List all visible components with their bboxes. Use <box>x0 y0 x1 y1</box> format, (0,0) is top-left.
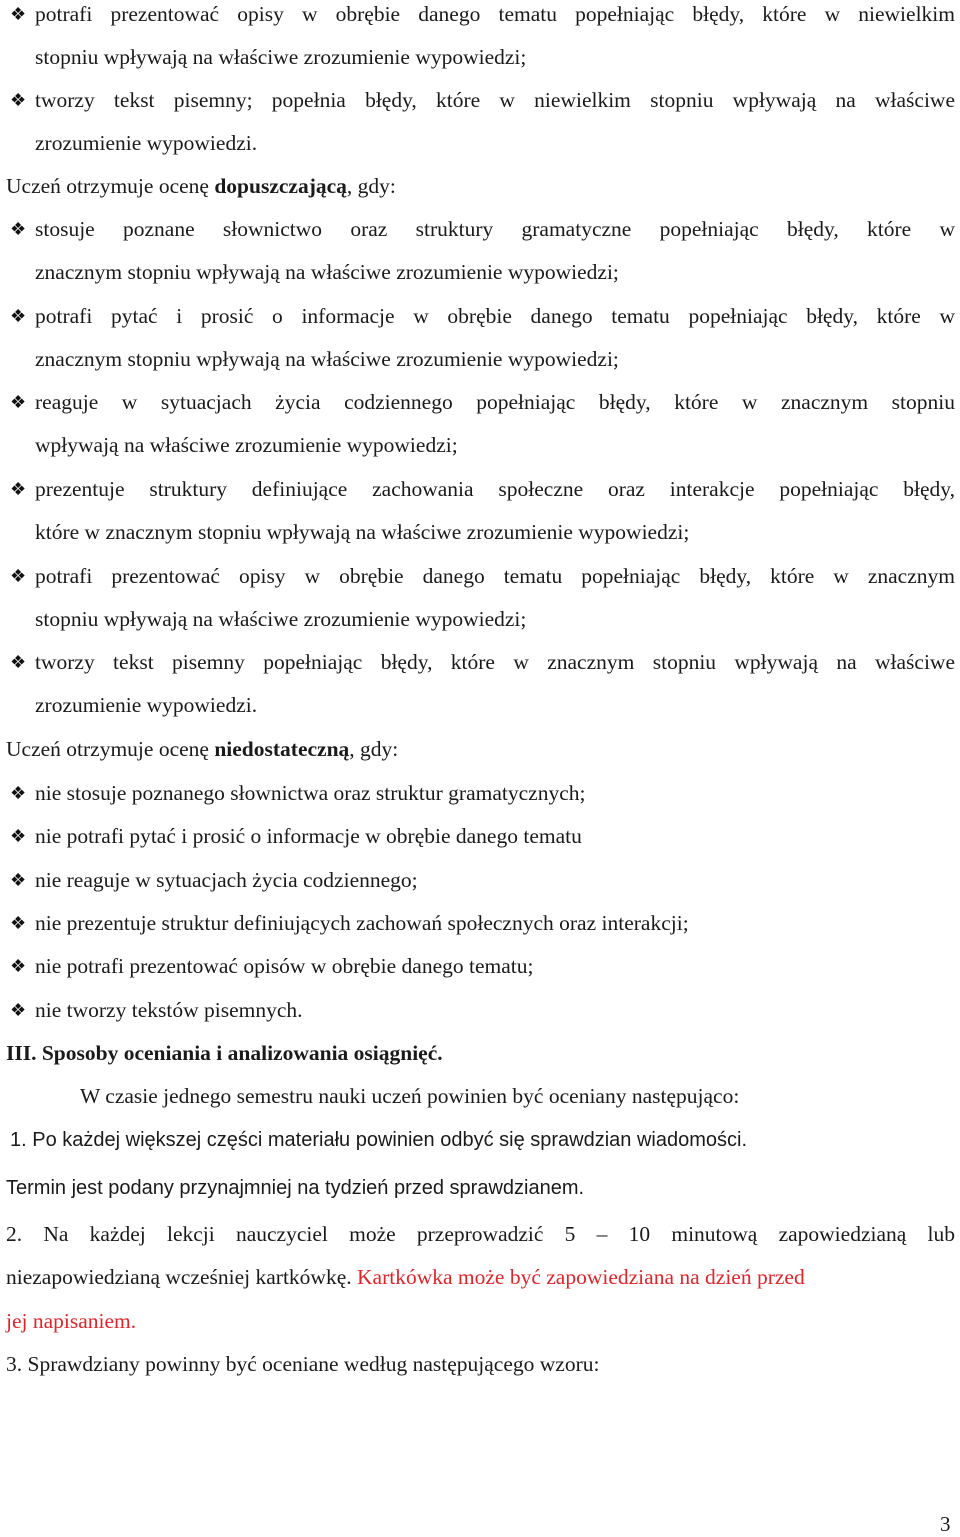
page-number: 3 <box>940 1512 951 1536</box>
list-item-text: nie potrafi prezentować opisów w obrębie danego tematu; <box>35 954 534 978</box>
bullet-icon: ❖ <box>10 566 27 586</box>
list-item-text: nie stosuje poznanego słownictwa oraz struktur gramatycznych; <box>35 781 586 805</box>
list-item-text: prezentuje struktury definiujące zachowania społeczne oraz interakcje popełniając błędy, <box>35 477 955 501</box>
grade-heading-niedostateczna: Uczeń otrzymuje ocenę niedostateczną, gdy: <box>6 737 399 761</box>
list-item-text: potrafi prezentować opisy w obrębie danego tematu popełniając błędy, które w znacznym <box>35 564 955 588</box>
bullet-icon: ❖ <box>10 1000 27 1020</box>
list-item-text-cont: znacznym stopniu wpływają na właściwe zrozumienie wypowiedzi; <box>35 347 619 371</box>
list-item-text-cont: stopniu wpływają na właściwe zrozumienie wypowiedzi; <box>35 45 527 69</box>
list-item-text: nie potrafi pytać i prosić o informacje w obrębie danego tematu <box>35 824 582 848</box>
bullet-icon: ❖ <box>10 306 27 326</box>
bullet-icon: ❖ <box>10 870 27 890</box>
bullet-icon: ❖ <box>10 783 27 803</box>
list-item-text-cont: wpływają na właściwe zrozumienie wypowiedzi; <box>35 433 458 457</box>
bullet-icon: ❖ <box>10 219 27 239</box>
bullet-icon: ❖ <box>10 90 27 110</box>
bullet-icon: ❖ <box>10 826 27 846</box>
rule-1-cont: Termin jest podany przynajmniej na tydzień przed sprawdzianem. <box>6 1177 585 1199</box>
bullet-icon: ❖ <box>10 392 27 412</box>
list-item-text: reaguje w sytuacjach życia codziennego popełniając błędy, które w znacznym stopniu <box>35 390 955 414</box>
list-item-text: potrafi prezentować opisy w obrębie danego tematu popełniając błędy, które w niewielkim <box>35 2 955 26</box>
bullet-icon: ❖ <box>10 652 27 672</box>
highlight-text-cont: jej napisaniem. <box>6 1309 137 1333</box>
grade-name: niedostateczną <box>214 737 350 761</box>
grade-name: dopuszczającą <box>214 174 347 198</box>
list-item-text-cont: znacznym stopniu wpływają na właściwe zrozumienie wypowiedzi; <box>35 260 619 284</box>
rule-1: 1. Po każdej większej części materiału powinien odbyć się sprawdzian wiadomości. <box>10 1129 748 1151</box>
list-item-text-cont: stopniu wpływają na właściwe zrozumienie wypowiedzi; <box>35 607 527 631</box>
bullet-icon: ❖ <box>10 913 27 933</box>
section-intro: W czasie jednego semestru nauki uczeń powinien być oceniany następująco: <box>80 1084 740 1108</box>
list-item-text: nie tworzy tekstów pisemnych. <box>35 998 303 1022</box>
list-item-text: potrafi pytać i prosić o informacje w obrębie danego tematu popełniając błędy, które w <box>35 304 955 328</box>
list-item-text: tworzy tekst pisemny popełniając błędy, które w znacznym stopniu wpływają na właściwe <box>35 650 955 674</box>
highlight-text: Kartkówka może być zapowiedziana na dzień przed <box>357 1265 805 1289</box>
bullet-icon: ❖ <box>10 956 27 976</box>
bullet-icon: ❖ <box>10 4 27 24</box>
grade-heading-dopuszczajaca: Uczeń otrzymuje ocenę dopuszczającą, gdy: <box>6 174 396 198</box>
section-title: III. Sposoby oceniania i analizowania osiągnięć. <box>6 1041 443 1065</box>
bullet-icon: ❖ <box>10 479 27 499</box>
list-item-text: stosuje poznane słownictwo oraz struktury gramatyczne popełniając błędy, które w <box>35 217 955 241</box>
list-item-text-cont: zrozumienie wypowiedzi. <box>35 131 258 155</box>
list-item-text: tworzy tekst pisemny; popełnia błędy, które w niewielkim stopniu wpływają na właściwe <box>35 88 955 112</box>
rule-2-cont: niezapowiedzianą wcześniej kartkówkę. Kartkówka może być zapowiedziana na dzień przed <box>6 1265 805 1289</box>
rule-2: 2. Na każdej lekcji nauczyciel może przeprowadzić 5 – 10 minutową zapowiedzianą lub <box>6 1222 955 1246</box>
list-item-text-cont: zrozumienie wypowiedzi. <box>35 693 258 717</box>
list-item-text: nie reaguje w sytuacjach życia codziennego; <box>35 868 418 892</box>
rule-3: 3. Sprawdziany powinny być oceniane według następującego wzoru: <box>6 1352 600 1376</box>
list-item-text-cont: które w znacznym stopniu wpływają na właściwe zrozumienie wypowiedzi; <box>35 520 690 544</box>
list-item-text: nie prezentuje struktur definiujących zachowań społecznych oraz interakcji; <box>35 911 689 935</box>
